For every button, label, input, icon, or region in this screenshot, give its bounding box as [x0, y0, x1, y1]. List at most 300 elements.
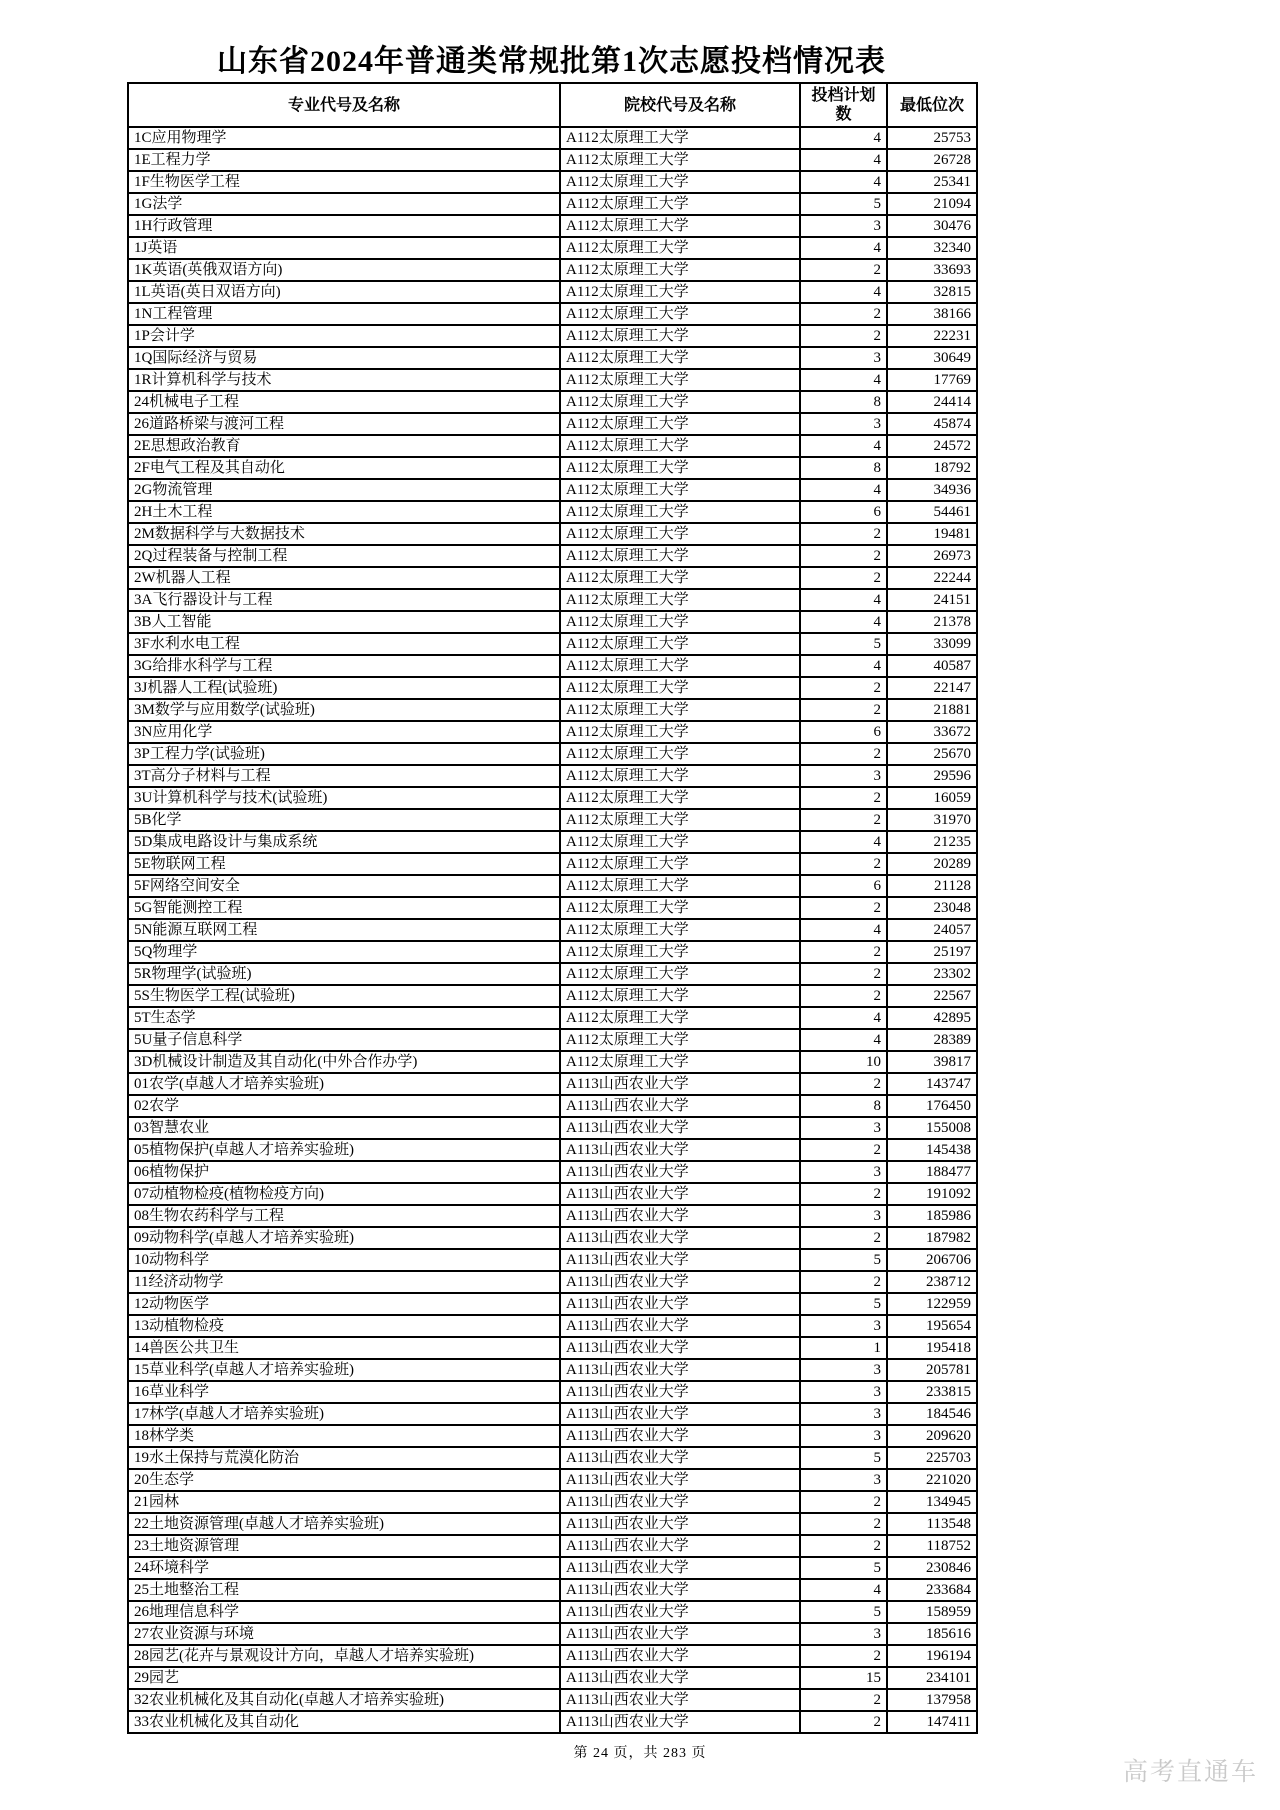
- college-cell: A112太原理工大学: [560, 853, 800, 875]
- plan-count-cell: 2: [800, 1513, 887, 1535]
- college-cell: A112太原理工大学: [560, 127, 800, 149]
- table-row: [128, 1315, 977, 1337]
- lowest-rank-cell: 195418: [887, 1337, 977, 1359]
- plan-count-cell: 2: [800, 1491, 887, 1513]
- table-row: [128, 721, 977, 743]
- major-cell: 2M数据科学与大数据技术: [128, 523, 560, 545]
- major-cell: 17林学(卓越人才培养实验班): [128, 1403, 560, 1425]
- major-cell: 14兽医公共卫生: [128, 1337, 560, 1359]
- table-row: [128, 347, 977, 369]
- table-row: [128, 1337, 977, 1359]
- college-cell: A112太原理工大学: [560, 655, 800, 677]
- plan-count-cell: 1: [800, 1337, 887, 1359]
- major-cell: 2W机器人工程: [128, 567, 560, 589]
- major-cell: 3J机器人工程(试验班): [128, 677, 560, 699]
- plan-count-cell: 2: [800, 325, 887, 347]
- lowest-rank-cell: 196194: [887, 1645, 977, 1667]
- major-cell: 1H行政管理: [128, 215, 560, 237]
- college-cell: A113山西农业大学: [560, 1183, 800, 1205]
- college-cell: A113山西农业大学: [560, 1447, 800, 1469]
- major-cell: 1Q国际经济与贸易: [128, 347, 560, 369]
- plan-count-cell: 3: [800, 1205, 887, 1227]
- lowest-rank-cell: 29596: [887, 765, 977, 787]
- college-cell: A113山西农业大学: [560, 1623, 800, 1645]
- plan-count-cell: 4: [800, 1579, 887, 1601]
- college-cell: A112太原理工大学: [560, 611, 800, 633]
- table-row: [128, 1689, 977, 1711]
- college-cell: A112太原理工大学: [560, 809, 800, 831]
- major-cell: 13动植物检疫: [128, 1315, 560, 1337]
- lowest-rank-cell: 21881: [887, 699, 977, 721]
- college-cell: A112太原理工大学: [560, 501, 800, 523]
- college-cell: A112太原理工大学: [560, 149, 800, 171]
- plan-count-cell: 8: [800, 457, 887, 479]
- lowest-rank-cell: 24151: [887, 589, 977, 611]
- table-row: [128, 259, 977, 281]
- college-cell: A113山西农业大学: [560, 1667, 800, 1689]
- table-row: [128, 545, 977, 567]
- college-cell: A112太原理工大学: [560, 941, 800, 963]
- plan-count-cell: 4: [800, 237, 887, 259]
- lowest-rank-cell: 45874: [887, 413, 977, 435]
- plan-count-cell: 4: [800, 127, 887, 149]
- major-cell: 08生物农药科学与工程: [128, 1205, 560, 1227]
- college-cell: A112太原理工大学: [560, 765, 800, 787]
- lowest-rank-cell: 21128: [887, 875, 977, 897]
- plan-count-cell: 2: [800, 699, 887, 721]
- lowest-rank-cell: 22244: [887, 567, 977, 589]
- college-cell: A113山西农业大学: [560, 1645, 800, 1667]
- table-row: [128, 1007, 977, 1029]
- lowest-rank-cell: 234101: [887, 1667, 977, 1689]
- major-cell: 3G给排水科学与工程: [128, 655, 560, 677]
- lowest-rank-cell: 113548: [887, 1513, 977, 1535]
- major-cell: 5G智能测控工程: [128, 897, 560, 919]
- college-cell: A113山西农业大学: [560, 1491, 800, 1513]
- table-row: [128, 1579, 977, 1601]
- major-cell: 1E工程力学: [128, 149, 560, 171]
- college-cell: A112太原理工大学: [560, 567, 800, 589]
- plan-count-cell: 4: [800, 655, 887, 677]
- table-row: [128, 1711, 977, 1733]
- lowest-rank-cell: 134945: [887, 1491, 977, 1513]
- table-row: [128, 435, 977, 457]
- major-cell: 15草业科学(卓越人才培养实验班): [128, 1359, 560, 1381]
- lowest-rank-cell: 230846: [887, 1557, 977, 1579]
- college-cell: A112太原理工大学: [560, 435, 800, 457]
- table-row: [128, 1073, 977, 1095]
- table-row: [128, 1205, 977, 1227]
- plan-count-cell: 2: [800, 1227, 887, 1249]
- plan-count-cell: 2: [800, 897, 887, 919]
- college-cell: A113山西农业大学: [560, 1403, 800, 1425]
- major-cell: 5Q物理学: [128, 941, 560, 963]
- college-cell: A112太原理工大学: [560, 391, 800, 413]
- plan-count-cell: 3: [800, 413, 887, 435]
- plan-count-cell: 4: [800, 1007, 887, 1029]
- lowest-rank-cell: 233684: [887, 1579, 977, 1601]
- college-cell: A112太原理工大学: [560, 259, 800, 281]
- college-cell: A113山西农业大学: [560, 1271, 800, 1293]
- college-cell: A113山西农业大学: [560, 1381, 800, 1403]
- table-row: [128, 633, 977, 655]
- lowest-rank-cell: 155008: [887, 1117, 977, 1139]
- lowest-rank-cell: 26973: [887, 545, 977, 567]
- major-cell: 22土地资源管理(卓越人才培养实验班): [128, 1513, 560, 1535]
- table-row: [128, 1623, 977, 1645]
- lowest-rank-cell: 39817: [887, 1051, 977, 1073]
- table-row: [128, 831, 977, 853]
- table-row: [128, 1271, 977, 1293]
- college-cell: A112太原理工大学: [560, 303, 800, 325]
- college-cell: A112太原理工大学: [560, 919, 800, 941]
- lowest-rank-cell: 238712: [887, 1271, 977, 1293]
- college-cell: A112太原理工大学: [560, 369, 800, 391]
- major-cell: 3F水利水电工程: [128, 633, 560, 655]
- plan-count-cell: 2: [800, 1139, 887, 1161]
- table-row: [128, 567, 977, 589]
- plan-count-cell: 6: [800, 721, 887, 743]
- plan-count-cell: 2: [800, 853, 887, 875]
- lowest-rank-cell: 32340: [887, 237, 977, 259]
- plan-count-cell: 15: [800, 1667, 887, 1689]
- college-cell: A112太原理工大学: [560, 721, 800, 743]
- table-row: [128, 963, 977, 985]
- lowest-rank-cell: 185616: [887, 1623, 977, 1645]
- table-row: [128, 875, 977, 897]
- major-cell: 5N能源互联网工程: [128, 919, 560, 941]
- table-row: [128, 611, 977, 633]
- major-cell: 2F电气工程及其自动化: [128, 457, 560, 479]
- plan-count-cell: 5: [800, 193, 887, 215]
- major-cell: 5S生物医学工程(试验班): [128, 985, 560, 1007]
- table-row: [128, 941, 977, 963]
- col-header-major: 专业代号及名称: [128, 83, 560, 127]
- lowest-rank-cell: 25670: [887, 743, 977, 765]
- major-cell: 03智慧农业: [128, 1117, 560, 1139]
- college-cell: A112太原理工大学: [560, 743, 800, 765]
- major-cell: 1C应用物理学: [128, 127, 560, 149]
- plan-count-cell: 2: [800, 963, 887, 985]
- table-row: [128, 919, 977, 941]
- col-header-college: 院校代号及名称: [560, 83, 800, 127]
- major-cell: 19水土保持与荒漠化防治: [128, 1447, 560, 1469]
- plan-count-cell: 2: [800, 809, 887, 831]
- plan-count-cell: 2: [800, 941, 887, 963]
- college-cell: A112太原理工大学: [560, 193, 800, 215]
- table-body: [128, 127, 977, 1733]
- major-cell: 3B人工智能: [128, 611, 560, 633]
- college-cell: A112太原理工大学: [560, 677, 800, 699]
- major-cell: 5D集成电路设计与集成系统: [128, 831, 560, 853]
- major-cell: 3N应用化学: [128, 721, 560, 743]
- table-row: [128, 1359, 977, 1381]
- lowest-rank-cell: 19481: [887, 523, 977, 545]
- college-cell: A112太原理工大学: [560, 523, 800, 545]
- plan-count-cell: 4: [800, 171, 887, 193]
- plan-count-cell: 3: [800, 215, 887, 237]
- table-row: [128, 743, 977, 765]
- major-cell: 06植物保护: [128, 1161, 560, 1183]
- lowest-rank-cell: 143747: [887, 1073, 977, 1095]
- major-cell: 05植物保护(卓越人才培养实验班): [128, 1139, 560, 1161]
- college-cell: A112太原理工大学: [560, 875, 800, 897]
- table-row: [128, 655, 977, 677]
- major-cell: 5F网络空间安全: [128, 875, 560, 897]
- lowest-rank-cell: 118752: [887, 1535, 977, 1557]
- table-row: [128, 193, 977, 215]
- lowest-rank-cell: 187982: [887, 1227, 977, 1249]
- college-cell: A112太原理工大学: [560, 457, 800, 479]
- lowest-rank-cell: 147411: [887, 1711, 977, 1733]
- table-row: [128, 1117, 977, 1139]
- plan-count-cell: 5: [800, 633, 887, 655]
- major-cell: 11经济动物学: [128, 1271, 560, 1293]
- col-header-plan-count: 投档计划数: [800, 83, 887, 127]
- college-cell: A112太原理工大学: [560, 633, 800, 655]
- table-row: [128, 897, 977, 919]
- col-header-lowest-rank: 最低位次: [887, 83, 977, 127]
- lowest-rank-cell: 17769: [887, 369, 977, 391]
- lowest-rank-cell: 158959: [887, 1601, 977, 1623]
- college-cell: A112太原理工大学: [560, 215, 800, 237]
- major-cell: 3A飞行器设计与工程: [128, 589, 560, 611]
- major-cell: 12动物医学: [128, 1293, 560, 1315]
- major-cell: 5T生态学: [128, 1007, 560, 1029]
- lowest-rank-cell: 185986: [887, 1205, 977, 1227]
- plan-count-cell: 5: [800, 1293, 887, 1315]
- major-cell: 1P会计学: [128, 325, 560, 347]
- table-row: [128, 1557, 977, 1579]
- table-row: [128, 391, 977, 413]
- lowest-rank-cell: 233815: [887, 1381, 977, 1403]
- college-cell: A112太原理工大学: [560, 963, 800, 985]
- table-row: [128, 215, 977, 237]
- college-cell: A113山西农业大学: [560, 1227, 800, 1249]
- plan-count-cell: 2: [800, 1535, 887, 1557]
- major-cell: 2E思想政治教育: [128, 435, 560, 457]
- lowest-rank-cell: 225703: [887, 1447, 977, 1469]
- plan-count-cell: 3: [800, 1359, 887, 1381]
- plan-count-cell: 8: [800, 1095, 887, 1117]
- lowest-rank-cell: 22567: [887, 985, 977, 1007]
- lowest-rank-cell: 28389: [887, 1029, 977, 1051]
- college-cell: A112太原理工大学: [560, 479, 800, 501]
- college-cell: A113山西农业大学: [560, 1161, 800, 1183]
- college-cell: A113山西农业大学: [560, 1601, 800, 1623]
- table-row: [128, 501, 977, 523]
- plan-count-cell: 4: [800, 149, 887, 171]
- table-row: [128, 1601, 977, 1623]
- major-cell: 2H土木工程: [128, 501, 560, 523]
- major-cell: 5U量子信息科学: [128, 1029, 560, 1051]
- table-row: [128, 457, 977, 479]
- lowest-rank-cell: 24572: [887, 435, 977, 457]
- major-cell: 23土地资源管理: [128, 1535, 560, 1557]
- lowest-rank-cell: 188477: [887, 1161, 977, 1183]
- watermark: 高考直通车: [1122, 1758, 1258, 1786]
- plan-count-cell: 2: [800, 523, 887, 545]
- college-cell: A113山西农业大学: [560, 1315, 800, 1337]
- major-cell: 21园林: [128, 1491, 560, 1513]
- lowest-rank-cell: 145438: [887, 1139, 977, 1161]
- table-row: [128, 1183, 977, 1205]
- table-row: [128, 1293, 977, 1315]
- lowest-rank-cell: 38166: [887, 303, 977, 325]
- lowest-rank-cell: 20289: [887, 853, 977, 875]
- major-cell: 33农业机械化及其自动化: [128, 1711, 560, 1733]
- major-cell: 24机械电子工程: [128, 391, 560, 413]
- table-row: [128, 1469, 977, 1491]
- page-title: 山东省2024年普通类常规批第1次志愿投档情况表: [217, 45, 886, 78]
- major-cell: 18林学类: [128, 1425, 560, 1447]
- table-row: [128, 677, 977, 699]
- table-row: [128, 1095, 977, 1117]
- table-row: [128, 1513, 977, 1535]
- table-row: [128, 1491, 977, 1513]
- lowest-rank-cell: 54461: [887, 501, 977, 523]
- plan-count-cell: 2: [800, 985, 887, 1007]
- plan-count-cell: 4: [800, 919, 887, 941]
- college-cell: A112太原理工大学: [560, 787, 800, 809]
- college-cell: A112太原理工大学: [560, 1051, 800, 1073]
- plan-count-cell: 8: [800, 391, 887, 413]
- table-row: [128, 281, 977, 303]
- lowest-rank-cell: 22147: [887, 677, 977, 699]
- major-cell: 16草业科学: [128, 1381, 560, 1403]
- table-row: [128, 1249, 977, 1271]
- lowest-rank-cell: 206706: [887, 1249, 977, 1271]
- plan-count-cell: 2: [800, 1271, 887, 1293]
- table-row: [128, 1667, 977, 1689]
- table-row: [128, 853, 977, 875]
- plan-count-cell: 3: [800, 1623, 887, 1645]
- plan-count-cell: 4: [800, 435, 887, 457]
- major-cell: 2G物流管理: [128, 479, 560, 501]
- plan-count-cell: 3: [800, 1403, 887, 1425]
- table-row: [128, 413, 977, 435]
- major-cell: 1F生物医学工程: [128, 171, 560, 193]
- lowest-rank-cell: 33693: [887, 259, 977, 281]
- plan-count-cell: 4: [800, 1029, 887, 1051]
- major-cell: 26地理信息科学: [128, 1601, 560, 1623]
- college-cell: A113山西农业大学: [560, 1557, 800, 1579]
- lowest-rank-cell: 33672: [887, 721, 977, 743]
- major-cell: 5R物理学(试验班): [128, 963, 560, 985]
- table-row: [128, 1029, 977, 1051]
- lowest-rank-cell: 23048: [887, 897, 977, 919]
- lowest-rank-cell: 21378: [887, 611, 977, 633]
- lowest-rank-cell: 33099: [887, 633, 977, 655]
- major-cell: 1K英语(英俄双语方向): [128, 259, 560, 281]
- major-cell: 1L英语(英日双语方向): [128, 281, 560, 303]
- major-cell: 1N工程管理: [128, 303, 560, 325]
- lowest-rank-cell: 24414: [887, 391, 977, 413]
- lowest-rank-cell: 221020: [887, 1469, 977, 1491]
- table-row: [128, 1425, 977, 1447]
- major-cell: 26道路桥梁与渡河工程: [128, 413, 560, 435]
- lowest-rank-cell: 25341: [887, 171, 977, 193]
- major-cell: 10动物科学: [128, 1249, 560, 1271]
- plan-count-cell: 2: [800, 545, 887, 567]
- plan-count-cell: 2: [800, 567, 887, 589]
- college-cell: A113山西农业大学: [560, 1205, 800, 1227]
- college-cell: A112太原理工大学: [560, 347, 800, 369]
- table-row: [128, 1227, 977, 1249]
- plan-count-cell: 2: [800, 1645, 887, 1667]
- major-cell: 5B化学: [128, 809, 560, 831]
- table-row: [128, 237, 977, 259]
- major-cell: 27农业资源与环境: [128, 1623, 560, 1645]
- table-row: [128, 1381, 977, 1403]
- college-cell: A112太原理工大学: [560, 171, 800, 193]
- plan-count-cell: 6: [800, 501, 887, 523]
- major-cell: 25土地整治工程: [128, 1579, 560, 1601]
- major-cell: 3M数学与应用数学(试验班): [128, 699, 560, 721]
- college-cell: A113山西农业大学: [560, 1293, 800, 1315]
- plan-count-cell: 6: [800, 875, 887, 897]
- plan-count-cell: 2: [800, 259, 887, 281]
- lowest-rank-cell: 209620: [887, 1425, 977, 1447]
- lowest-rank-cell: 26728: [887, 149, 977, 171]
- plan-count-cell: 3: [800, 1117, 887, 1139]
- lowest-rank-cell: 22231: [887, 325, 977, 347]
- page-number: 第 24 页，共 283 页: [573, 1746, 707, 1761]
- table-row: [128, 149, 977, 171]
- college-cell: A113山西农业大学: [560, 1579, 800, 1601]
- table-row: [128, 1161, 977, 1183]
- table-row: [128, 1403, 977, 1425]
- major-cell: 32农业机械化及其自动化(卓越人才培养实验班): [128, 1689, 560, 1711]
- lowest-rank-cell: 16059: [887, 787, 977, 809]
- plan-count-cell: 3: [800, 1161, 887, 1183]
- lowest-rank-cell: 40587: [887, 655, 977, 677]
- table-header: [128, 83, 977, 127]
- lowest-rank-cell: 34936: [887, 479, 977, 501]
- college-cell: A112太原理工大学: [560, 545, 800, 567]
- table-row: [128, 1535, 977, 1557]
- lowest-rank-cell: 122959: [887, 1293, 977, 1315]
- table-row: [128, 479, 977, 501]
- plan-count-cell: 10: [800, 1051, 887, 1073]
- college-cell: A113山西农业大学: [560, 1337, 800, 1359]
- plan-count-cell: 4: [800, 611, 887, 633]
- major-cell: 3U计算机科学与技术(试验班): [128, 787, 560, 809]
- plan-count-cell: 2: [800, 787, 887, 809]
- table-row: [128, 127, 977, 149]
- lowest-rank-cell: 205781: [887, 1359, 977, 1381]
- plan-count-cell: 3: [800, 1469, 887, 1491]
- lowest-rank-cell: 21094: [887, 193, 977, 215]
- table-row: [128, 765, 977, 787]
- college-cell: A113山西农业大学: [560, 1095, 800, 1117]
- major-cell: 07动植物检疫(植物检疫方向): [128, 1183, 560, 1205]
- lowest-rank-cell: 137958: [887, 1689, 977, 1711]
- table-row: [128, 589, 977, 611]
- plan-count-cell: 4: [800, 479, 887, 501]
- college-cell: A112太原理工大学: [560, 237, 800, 259]
- plan-count-cell: 5: [800, 1557, 887, 1579]
- lowest-rank-cell: 184546: [887, 1403, 977, 1425]
- college-cell: A112太原理工大学: [560, 413, 800, 435]
- plan-count-cell: 2: [800, 743, 887, 765]
- major-cell: 20生态学: [128, 1469, 560, 1491]
- lowest-rank-cell: 195654: [887, 1315, 977, 1337]
- table-row: [128, 303, 977, 325]
- plan-count-cell: 3: [800, 347, 887, 369]
- major-cell: 1G法学: [128, 193, 560, 215]
- college-cell: A112太原理工大学: [560, 1007, 800, 1029]
